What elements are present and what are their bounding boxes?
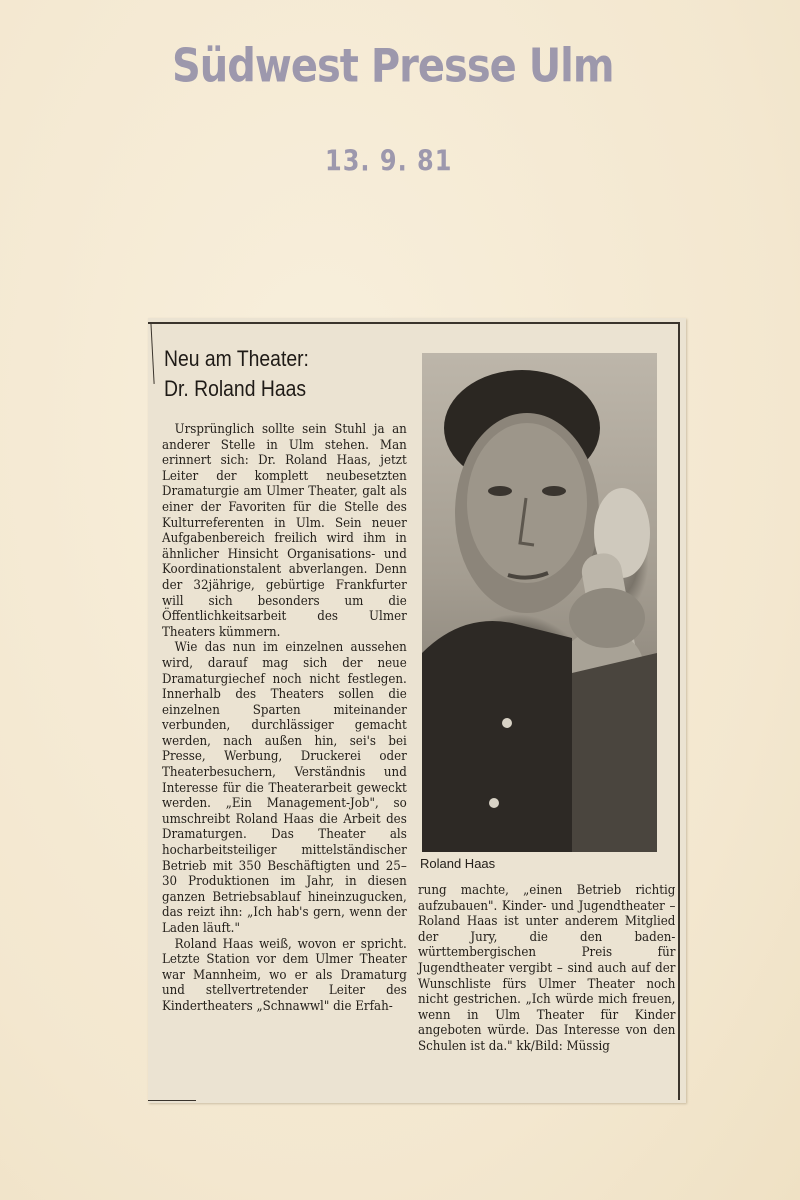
clipping-border-top [148,322,680,324]
date-stamp: 13. 9. 81 [325,144,453,178]
photo-caption: Roland Haas [420,856,496,871]
headline-line-1: Neu am Theater: [164,346,309,371]
article-column-2 [418,883,675,1055]
article-paragraph: Ursprünglich sollte sein Stuhl ja an anderer Stelle in Ulm stehen. Man erinnert sich: Dr. Roland Haas, jetzt Leiter der komplett neubesetzten Dramaturgie am Ulmer Theater, galt als einer der Favoriten für die Stelle des Kulturreferenten in Ulm. Sein neuer Aufgabenbereich freilich wird ihm in ähnlicher Hinsicht Organisations- und Koordinationstalent abverlangen. Denn der 32jährige, gebürtige Frankfurter will sich besonders um die Öffentlichkeitsarbeit des Ulmer Theaters kümmern. [162,422,407,640]
article-headline [164,344,384,404]
portrait-illustration [422,353,657,852]
article-column-1 [162,422,407,1015]
article-paragraph: rung machte, „einen Betrieb richtig aufzubauen". Kinder- und Jugendtheater – Roland Haas ist unter anderem Mitglied der Jury, die den baden-württembergischen Preis für Jugendtheater vergibt – sind auch auf der Wunschliste fürs Ulmer Theater noch nicht gestrichen. „Ich würde mich freuen, wenn in Ulm Theater für Kinder angeboten würde. Das Interesse von den Schulen ist da." kk/Bild: Müssig [418,883,676,1054]
publisher-stamp: Südwest Presse Ulm [172,40,614,93]
article-paragraph: Wie das nun im einzelnen aussehen wird, darauf mag sich der neue Dramaturgiechef noch nicht festlegen. Innerhalb des Theaters sollen die einzelnen Sparten miteinander verbunden, durchlässiger gemacht werden, nach außen hin, sei's bei Presse, Werbung, Druckerei oder Theaterbesuchern, Verständnis und Interesse für die Theaterarbeit geweckt werden. „Ein Management-Job", so umschreibt Roland Haas die Arbeit des Dramaturgen. Das Theater als hocharbeitsteiliger mittelständischer Betrieb mit 350 Beschäftigten und 25–30 Produktionen im Jahr, in diesen ganzen Betriebsablauf hineinzugucken, das reizt ihn: „Ich hab's gern, wenn der Laden läuft." [162,640,407,936]
clipping-border-right [678,322,680,1100]
headline-line-2: Dr. Roland Haas [164,376,307,401]
portrait-photo [422,353,657,852]
clipping-border-bottom [148,1100,196,1101]
article-paragraph: Roland Haas weiß, wovon er spricht. Letzte Station vor dem Ulmer Theater war Mannheim, wo er als Dramaturg und stellvertretender Leiter des Kindertheaters „Schnawwl" die Erfah- [162,936,407,1014]
